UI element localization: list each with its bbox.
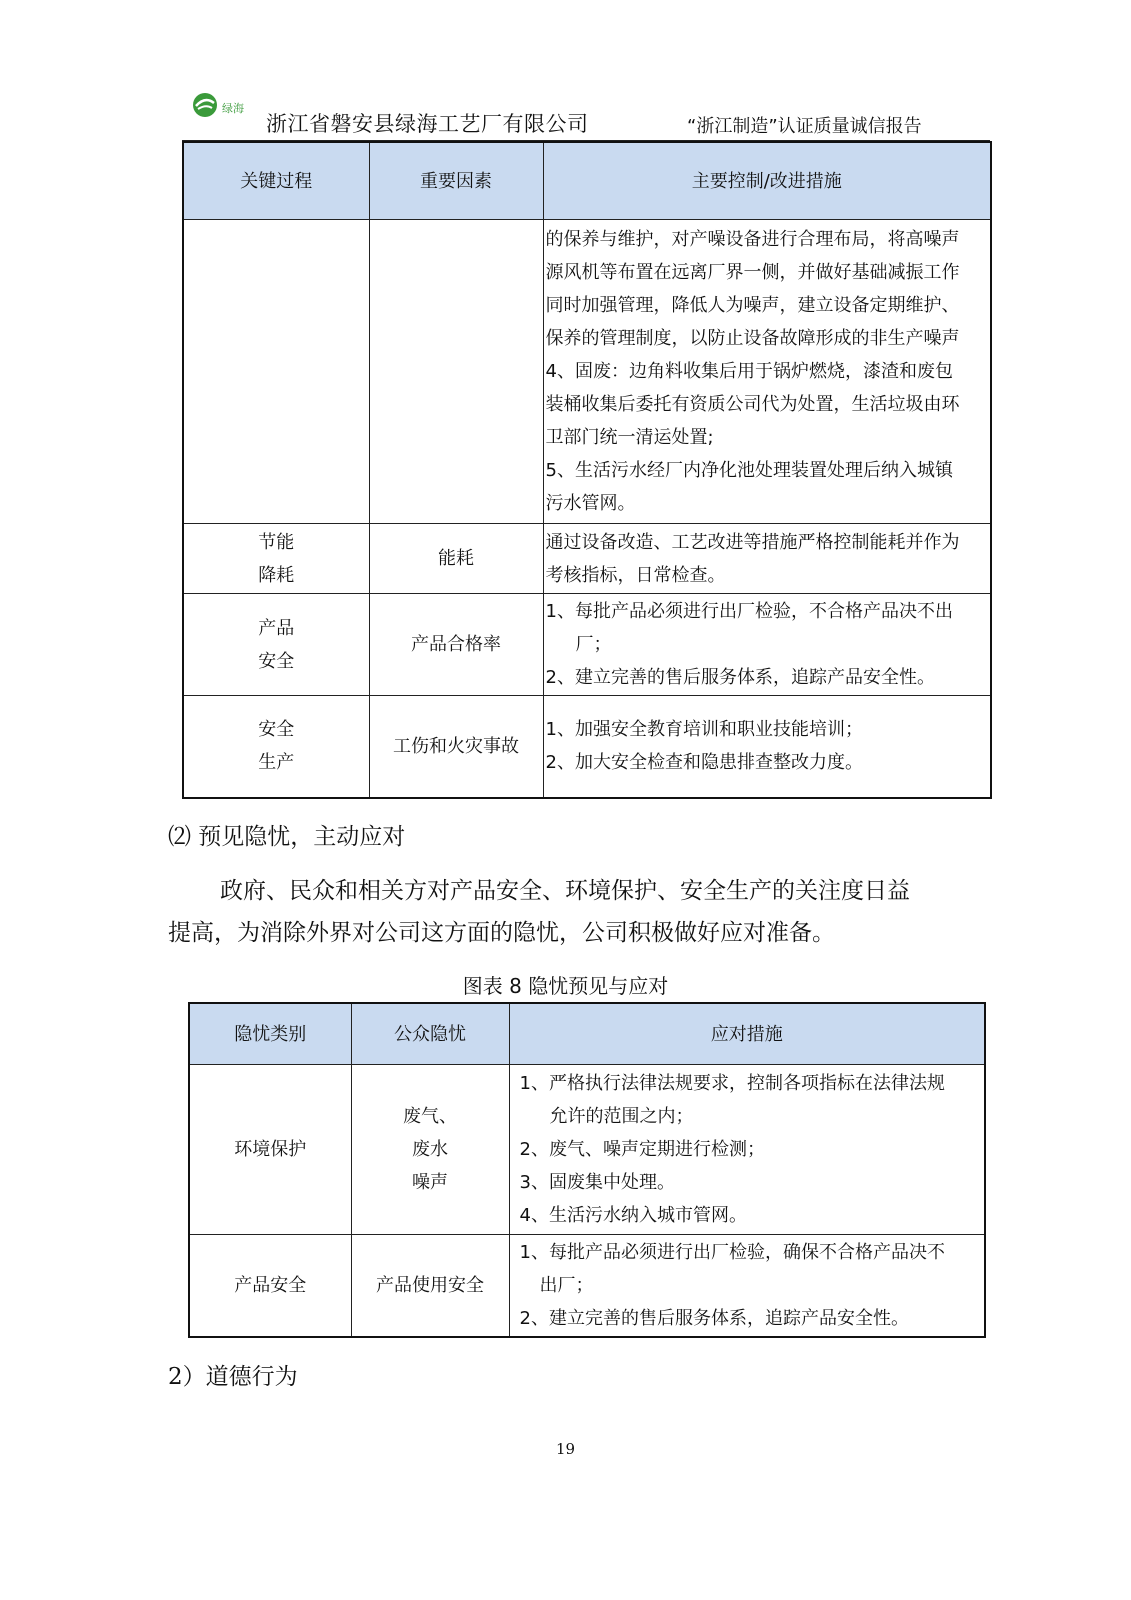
measures-cell: [543, 696, 991, 798]
section-heading: ⑵ 预见隐忧，主动应对: [168, 824, 406, 850]
table-caption: 图表 8 隐忧预见与应对: [462, 974, 669, 998]
table-row: [183, 696, 991, 798]
response-line: 1、每批产品必须进行出厂检验，确保不合格产品决不: [519, 1241, 945, 1263]
page-number: 19: [555, 1440, 576, 1458]
column-header: 关键过程: [183, 142, 369, 220]
measure-line: 4、固废：边角料收集后用于锅炉燃烧，漆渣和废包: [545, 361, 953, 382]
factor-cell: 产品合格率: [369, 594, 543, 696]
category-cell: 环境保护: [189, 1065, 351, 1235]
table-row: [189, 1235, 985, 1337]
response-line: 2、废气、噪声定期进行检测；: [519, 1139, 765, 1160]
measures-cell: [543, 524, 991, 594]
column-header: 应对措施: [509, 1003, 985, 1065]
column-header: 隐忧类别: [189, 1003, 351, 1065]
process-line: 节能: [258, 531, 295, 553]
measure-line: 2、建立完善的售后服务体系，追踪产品安全性。: [545, 667, 935, 688]
measure-line: 考核指标，日常检查。: [545, 564, 726, 586]
concern-cell: 产品使用安全: [351, 1235, 509, 1337]
process-line: 生产: [258, 752, 295, 774]
measure-line: 1、每批产品必须进行出厂检验，不合格产品决不出: [545, 601, 953, 622]
paragraph-line: 政府、民众和相关方对产品安全、环境保护、安全生产的关注度日益: [220, 878, 910, 904]
measure-line: 1、加强安全教育培训和职业技能培训；: [545, 719, 863, 741]
table-row: [183, 594, 991, 696]
process-cell: [183, 594, 369, 696]
factor-cell: 工伤和火灾事故: [369, 696, 543, 798]
table-row: [189, 1065, 985, 1235]
response-cell: [509, 1065, 985, 1235]
measure-line: 的保养与维护，对产噪设备进行合理布局，将高噪声: [545, 229, 960, 250]
column-header: 公众隐忧: [351, 1003, 509, 1065]
table-cell-empty: [369, 220, 543, 524]
process-line: 产品: [258, 617, 295, 639]
company-logo: [192, 92, 252, 120]
process-cell: [183, 524, 369, 594]
table-row: [183, 524, 991, 594]
report-title: “浙江制造”认证质量诚信报告: [687, 116, 922, 137]
concern-line: 废水: [412, 1139, 448, 1160]
response-line: 3、固废集中处理。: [519, 1172, 675, 1193]
measures-cell: [543, 220, 991, 524]
factor-cell: 能耗: [369, 524, 543, 594]
table-row: [183, 220, 991, 524]
company-name: 浙江省磐安县绿海工艺厂有限公司: [266, 112, 589, 136]
category-cell: 产品安全: [189, 1235, 351, 1337]
page-header: [182, 92, 990, 141]
column-header: 重要因素: [369, 142, 543, 220]
response-line: 1、严格执行法律法规要求，控制各项指标在法律法规: [519, 1073, 945, 1094]
next-section-heading: 2）道德行为: [168, 1364, 298, 1390]
response-cell: [509, 1235, 985, 1337]
measure-line: 通过设备改造、工艺改进等措施严格控制能耗并作为: [545, 531, 960, 553]
table-cell-empty: [183, 220, 369, 524]
concern-line: 噪声: [412, 1172, 448, 1193]
response-line: 2、建立完善的售后服务体系，追踪产品安全性。: [519, 1307, 909, 1329]
control-measures-table: [182, 141, 992, 799]
measure-line: 装桶收集后委托有资质公司代为处置，生活垃圾由环: [545, 394, 960, 415]
process-cell: [183, 696, 369, 798]
concern-line: 废气、: [403, 1106, 457, 1127]
measure-line: 厂；: [575, 634, 612, 655]
leaf-logo-icon: [192, 92, 218, 118]
measure-line: 污水管网。: [545, 493, 636, 514]
table-header-row: [189, 1003, 985, 1065]
measure-line: 5、生活污水经厂内净化池处理装置处理后纳入城镇: [545, 460, 953, 481]
process-line: 安全: [258, 719, 295, 741]
measures-cell: [543, 594, 991, 696]
measure-line: 源风机等布置在远离厂界一侧，并做好基础减振工作: [545, 262, 960, 283]
concerns-response-table: [188, 1002, 986, 1338]
response-line: 允许的范围之内；: [549, 1106, 694, 1127]
response-line: 出厂；: [539, 1274, 594, 1296]
concern-cell: [351, 1065, 509, 1235]
measure-line: 同时加强管理，降低人为噪声，建立设备定期维护、: [545, 295, 960, 316]
process-line: 安全: [258, 650, 295, 672]
logo-text: 绿海: [222, 102, 244, 115]
response-line: 4、生活污水纳入城市管网。: [519, 1205, 747, 1226]
measure-line: 2、加大安全检查和隐患排查整改力度。: [545, 752, 863, 774]
measure-line: 保养的管理制度，以防止设备故障形成的非生产噪声: [545, 328, 960, 349]
table-header-row: [183, 142, 991, 220]
column-header: 主要控制/改进措施: [543, 142, 991, 220]
process-line: 降耗: [258, 564, 295, 586]
measure-line: 卫部门统一清运处置;: [545, 427, 714, 448]
paragraph-line: 提高，为消除外界对公司这方面的隐忧，公司积极做好应对准备。: [168, 920, 835, 946]
